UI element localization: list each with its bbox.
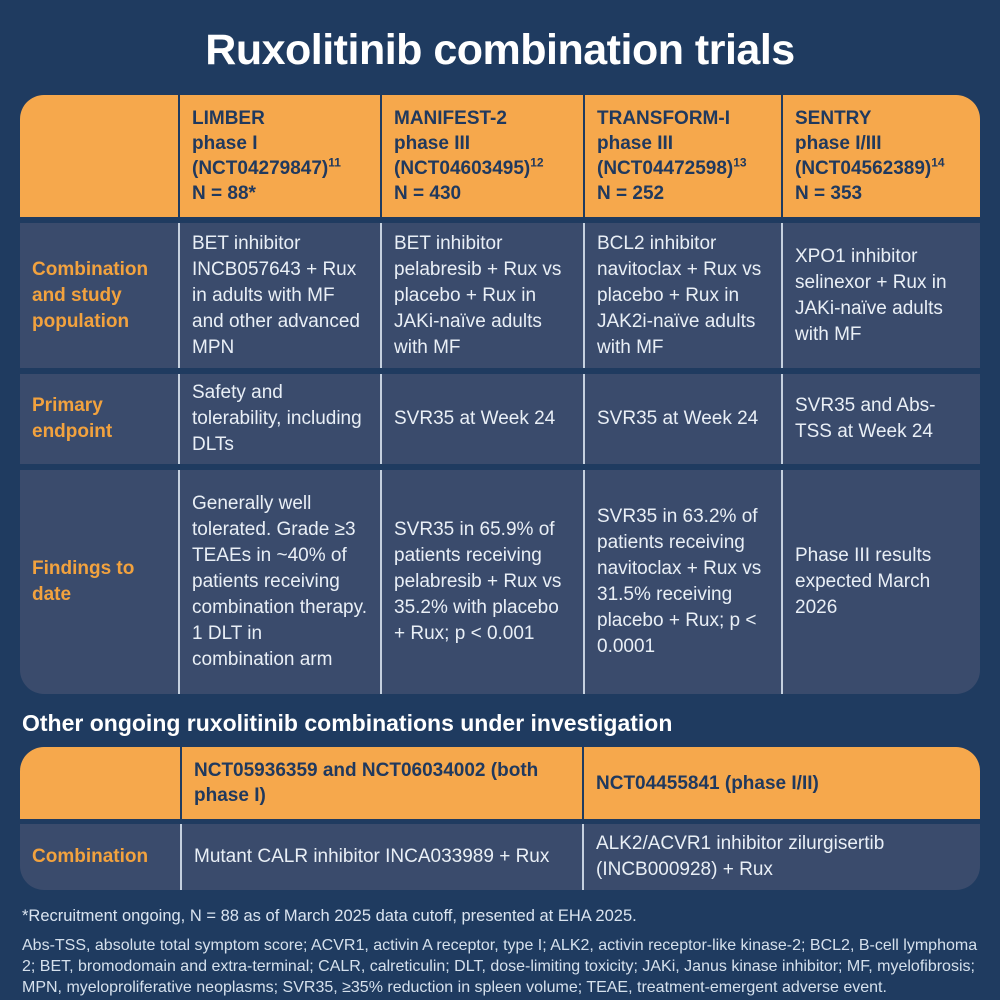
table-cell-limber-combination: BET inhibitor INCB057643 + Rux in adults with MF and other advanced MPN — [178, 223, 380, 368]
table-cell-sentry-combination: XPO1 inhibitor selinexor + Rux in JAKi-naïve adults with MF — [781, 223, 980, 368]
column-header-manifest2: MANIFEST-2 phase III $(NCT04603495)^{12}$ N = 430 — [380, 95, 583, 217]
table-cell-manifest2-findings: SVR35 in 65.9% of patients receiving pelabresib + Rux vs 35.2% with placebo + Rux; p < 0.001 — [380, 470, 583, 694]
table-cell-transform1-combination: BCL2 inhibitor navitoclax + Rux vs placebo + Rux in JAK2i-naïve adults with MF — [583, 223, 781, 368]
table-cell-manifest2-combination: BET inhibitor pelabresib + Rux vs placebo + Rux in JAKi-naïve adults with MF — [380, 223, 583, 368]
footnote-recruitment: *Recruitment ongoing, N = 88 as of March 2025 data cutoff, presented at EHA 2025. — [22, 907, 637, 925]
row-label-primary-endpoint: Primary endpoint — [20, 374, 178, 464]
reference-superscript: 11 — [328, 155, 341, 170]
table2-column-header-nct04455841: NCT04455841 (phase I/II) — [582, 747, 980, 819]
reference-superscript: 13 — [733, 155, 747, 170]
row-label-combination-population: Combination and study population — [20, 223, 178, 368]
table-cell-sentry-endpoint: SVR35 and Abs-TSS at Week 24 — [781, 374, 980, 464]
table-cell-transform1-findings: SVR35 in 63.2% of patients receiving navitoclax + Rux vs 31.5% receiving placebo + Rux; p < 0.0001 — [583, 470, 781, 694]
table2-row-label-combination: Combination — [20, 824, 180, 890]
table2-column-header-nct05936359: NCT05936359 and NCT06034002 (both phase I) — [180, 747, 582, 819]
reference-superscript: 12 — [530, 155, 544, 170]
table-cell-transform1-endpoint: SVR35 at Week 24 — [583, 374, 781, 464]
table2-corner-cell — [20, 747, 180, 819]
table2-cell-calr-inhibitor: Mutant CALR inhibitor INCA033989 + Rux — [180, 824, 582, 890]
table-cell-limber-findings: Generally well tolerated. Grade ≥3 TEAEs in ~40% of patients receiving combination therapy. 1 DLT in combination arm — [178, 470, 380, 694]
table2-cell-alk2-inhibitor: ALK2/ACVR1 inhibitor zilurgisertib (INCB000928) + Rux — [582, 824, 980, 890]
column-header-transform1: TRANSFORM-I phase III $(NCT04472598)^{13}$ N = 252 — [583, 95, 781, 217]
other-combinations-table — [20, 747, 980, 890]
trials-table — [20, 95, 980, 694]
row-label-findings: Findings to date — [20, 470, 178, 694]
table-cell-manifest2-endpoint: SVR35 at Week 24 — [380, 374, 583, 464]
table-cell-sentry-findings: Phase III results expected March 2026 — [781, 470, 980, 694]
reference-superscript: 14 — [931, 155, 945, 170]
table-corner-cell — [20, 95, 178, 217]
column-header-limber: LIMBER phase I $(NCT04279847)^{11}$ N = 88* — [178, 95, 380, 217]
footnote-abbreviations: Abs-TSS, absolute total symptom score; ACVR1, activin A receptor, type I; ALK2, activin receptor-like kinase-2; BCL2, B-cell lymphoma 2; BET, bromodomain and extra-terminal; CALR, calreticulin; DLT, dose-limiting toxicity; JAKi, Janus kinase inhibitor; MF, myelofibrosis; MPN, myeloproliferative neoplasms; SVR35, ≥35% reduction in spleen volume; TEAE, treatment-emergent adverse event. — [22, 937, 978, 996]
table-cell-limber-endpoint: Safety and tolerability, including DLTs — [178, 374, 380, 464]
section-heading-other-combinations: Other ongoing ruxolitinib combinations under investigation — [22, 710, 673, 736]
column-header-sentry: SENTRY phase I/III $(NCT04562389)^{14}$ N = 353 — [781, 95, 980, 217]
page-title: Ruxolitinib combination trials — [205, 26, 795, 74]
